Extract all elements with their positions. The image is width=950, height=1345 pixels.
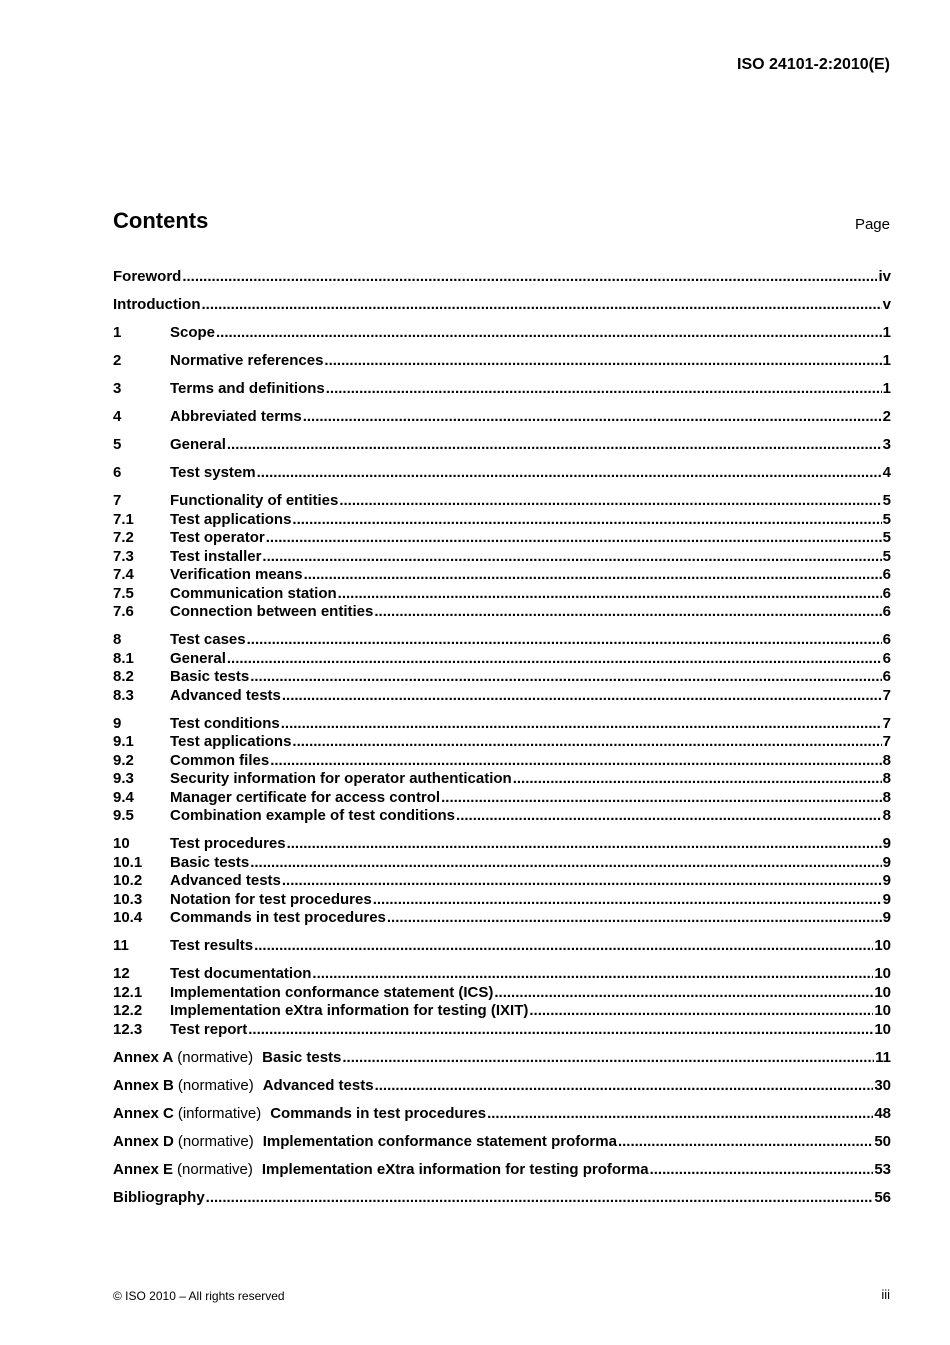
toc-entry-number: 2 [113,352,122,369]
table-of-contents [113,268,891,1207]
footer-copyright: © ISO 2010 – All rights reserved [113,1289,285,1303]
dot-leader [292,511,881,530]
toc-entry-number: 9.1 [113,733,134,750]
toc-entry-page: 1 [882,380,891,397]
toc-entry-title: Test system [170,464,256,481]
toc-entry-number: 12 [113,965,130,982]
toc-entry[interactable] [113,937,891,956]
toc-entry-number: 6 [113,464,122,481]
toc-entry[interactable] [113,529,891,548]
toc-entry[interactable] [113,854,891,873]
toc-entry-title: Functionality of entities [170,492,339,509]
toc-entry-page: 6 [882,668,891,685]
toc-entry-page: 8 [882,807,891,824]
dot-leader [250,668,881,687]
toc-entry[interactable] [113,631,891,650]
dot-leader [618,1133,873,1152]
toc-entry-title: Common files [170,751,270,769]
annex-kind: (normative) [177,1160,253,1178]
toc-annex-entry[interactable] [113,1105,891,1124]
toc-annex-entry[interactable] [113,1049,891,1068]
toc-bibliography-entry[interactable] [113,1189,891,1208]
toc-entry-title: Notation for test procedures [170,890,372,908]
toc-entry-page: 6 [882,649,891,667]
toc-entry-number: 7.6 [113,603,134,620]
toc-entry-page: 8 [882,770,891,787]
annex-kind: (normative) [177,1048,254,1066]
toc-entry[interactable] [113,1002,891,1021]
bibliography-title: Bibliography [113,1188,205,1206]
toc-entry-page: iv [878,268,891,285]
page-column-label: Page [854,216,890,233]
toc-entry-title: Communication station [170,584,337,602]
toc-entry-number: 5 [113,436,122,453]
toc-entry-title: Commands in test procedures [170,909,386,926]
toc-entry-number: 12.1 [113,983,143,1001]
toc-entry[interactable] [113,733,891,752]
toc-entry-page: 8 [882,751,891,769]
dot-leader [282,872,882,891]
dot-leader [324,352,881,371]
toc-entry[interactable] [113,872,891,891]
toc-entry-title: Test procedures [170,835,286,852]
toc-entry-page: 9 [882,853,891,871]
annex-title: Basic tests [262,1048,342,1066]
dot-leader [441,789,882,808]
toc-entry[interactable] [113,835,891,854]
toc-entry-page: 10 [874,965,891,982]
toc-entry-page: 5 [882,510,891,528]
dot-leader [270,752,881,771]
toc-entry-number: 12.2 [113,1002,143,1019]
toc-entry-page: 8 [882,788,891,806]
dot-leader [487,1105,873,1124]
toc-entry-number: 7.2 [113,529,134,546]
dot-leader [456,807,882,826]
toc-entry-number: 1 [113,324,122,341]
toc-entry[interactable] [113,909,891,928]
toc-annex-entry[interactable] [113,1161,891,1180]
toc-entry-number: 8.3 [113,686,134,704]
toc-entry[interactable] [113,668,891,687]
toc-entry-page: 6 [882,566,891,583]
toc-entry-number: 7.4 [113,566,134,583]
annex-title: Commands in test procedures [270,1104,487,1122]
toc-entry[interactable] [113,380,891,399]
toc-entry[interactable] [113,408,891,427]
toc-entry-page: 6 [882,631,891,648]
dot-leader [257,464,882,483]
annex-kind: (normative) [177,1076,254,1094]
toc-entry[interactable] [113,296,891,315]
dot-leader [326,380,882,399]
toc-entry-number: 3 [113,380,122,397]
toc-entry-number: 4 [113,408,122,425]
toc-entry-page: 1 [882,352,891,369]
toc-entry-title: Implementation eXtra information for testing (IXIT) [170,1002,529,1019]
dot-leader [387,909,882,928]
toc-entry-number: 7.1 [113,510,134,528]
toc-entry-page: 7 [882,686,891,704]
toc-entry-page: 9 [882,890,891,908]
toc-entry-page: 4 [882,464,891,481]
toc-entry[interactable] [113,324,891,343]
toc-entry-number: 12.3 [113,1020,143,1038]
annex-label: Annex E [113,1160,174,1178]
contents-title: Contents [113,208,209,233]
toc-entry-number: 9.2 [113,751,134,769]
dot-leader [529,1002,873,1021]
dot-leader [254,937,873,956]
toc-entry-page: 9 [882,872,891,889]
toc-entry-number: 10.2 [113,872,143,889]
annex-title: Advanced tests [262,1076,374,1094]
toc-entry-page: 9 [882,835,891,852]
dot-leader [650,1161,874,1180]
toc-entry[interactable] [113,752,891,771]
toc-entry-page: 5 [882,492,891,509]
dot-leader [338,585,882,604]
toc-entry-page: 10 [874,983,891,1001]
toc-entry-title: Test documentation [170,965,312,982]
annex-label: Annex D [113,1132,174,1150]
toc-entry-title: Test results [170,937,254,954]
toc-entry-title: Advanced tests [170,686,281,704]
toc-entry-title: Advanced tests [170,872,281,889]
toc-entry-title: Basic tests [170,668,250,685]
toc-annex-entry[interactable] [113,1133,891,1152]
toc-entry[interactable] [113,891,891,910]
toc-entry-page: 6 [882,603,891,620]
dot-leader [513,770,882,789]
toc-entry-page: 10 [874,1020,891,1038]
toc-entry-number: 11 [113,937,129,954]
toc-entry-title: Scope [170,324,216,341]
toc-entry-number: 10.3 [113,890,143,908]
toc-entry[interactable] [113,511,891,530]
dot-leader [250,854,881,873]
toc-entry-title: Test applications [170,733,292,750]
toc-entry-title: Manager certificate for access control [170,788,441,806]
toc-entry-number: 7.5 [113,584,134,602]
toc-entry-number: 8.2 [113,668,134,685]
dot-leader [216,324,882,343]
dot-leader [304,566,882,585]
dot-leader [303,408,882,427]
toc-entry-page: 1 [882,324,891,341]
annex-kind: (normative) [177,1132,254,1150]
annex-label: Annex C [113,1104,174,1122]
toc-annex-entry[interactable] [113,1077,891,1096]
toc-entry-number: 9.5 [113,807,134,824]
toc-entry-number: 7.3 [113,547,134,565]
toc-entry-page: 9 [882,909,891,926]
dot-leader [266,529,882,548]
toc-entry-title: Foreword [113,268,182,285]
toc-entry[interactable] [113,548,891,567]
toc-entry-number: 9.3 [113,770,134,787]
toc-entry-title: General [170,436,226,453]
toc-entry[interactable] [113,464,891,483]
toc-entry-number: 8 [113,631,122,648]
toc-entry[interactable] [113,984,891,1003]
dot-leader [287,835,882,854]
toc-entry[interactable] [113,436,891,455]
toc-entry[interactable] [113,585,891,604]
toc-entry[interactable] [113,807,891,826]
dot-leader [374,603,881,622]
toc-entry[interactable] [113,1021,891,1040]
dot-leader [282,687,882,706]
toc-entry[interactable] [113,789,891,808]
dot-leader [201,296,881,315]
annex-title: Implementation conformance statement proforma [262,1132,617,1150]
toc-entry-page: 5 [882,547,891,565]
dot-leader [375,1077,874,1096]
annex-page: 11 [875,1048,891,1066]
dot-leader [262,548,881,567]
toc-entry-number: 10.1 [113,853,143,871]
toc-entry-title: Test cases [170,631,246,648]
toc-entry-number: 7 [113,492,122,509]
toc-entry-page: 7 [882,733,891,750]
toc-entry-page: 10 [874,937,891,954]
toc-entry[interactable] [113,770,891,789]
toc-entry-page: 5 [882,529,891,546]
toc-entry-number: 10.4 [113,909,143,926]
dot-leader [248,1021,873,1040]
toc-entry-title: Test installer [170,547,262,565]
dot-leader [281,715,882,734]
annex-label: Annex A [113,1048,174,1066]
dot-leader [227,436,882,455]
toc-entry-page: 6 [882,584,891,602]
toc-entry-title: Normative references [170,352,324,369]
dot-leader [247,631,882,650]
dot-leader [292,733,881,752]
toc-entry[interactable] [113,352,891,371]
toc-entry[interactable] [113,687,891,706]
dot-leader [312,965,873,984]
toc-entry[interactable] [113,603,891,622]
toc-entry-title: Combination example of test conditions [170,807,456,824]
toc-entry[interactable] [113,965,891,984]
toc-entry-page: 10 [874,1002,891,1019]
toc-entry-title: Test operator [170,529,265,546]
toc-entry-page: 7 [882,714,891,732]
toc-entry[interactable] [113,650,891,669]
document-id: ISO 24101-2:2010(E) [737,56,890,73]
annex-title: Implementation eXtra information for testing proforma [261,1160,649,1178]
toc-entry-title: Security information for operator authentication [170,770,512,787]
footer-page-number: iii [881,1287,890,1302]
toc-entry-title: Verification means [170,566,303,583]
toc-entry-title: Test applications [170,510,292,528]
toc-entry-title: General [170,649,226,667]
toc-entry-number: 10 [113,835,130,852]
toc-entry-title: Test report [170,1020,248,1038]
toc-entry-title: Basic tests [170,853,250,871]
toc-entry-title: Introduction [113,296,201,313]
toc-entry-title: Connection between entities [170,603,374,620]
toc-entry-title: Terms and definitions [170,380,325,397]
annex-label: Annex B [113,1076,174,1094]
bibliography-page: 56 [874,1188,891,1206]
annex-page: 48 [874,1104,891,1122]
toc-entry-number: 9.4 [113,788,134,806]
toc-entry-page: 2 [882,408,891,425]
dot-leader [206,1189,874,1208]
annex-kind: (informative) [177,1104,262,1122]
toc-entry-page: v [882,296,891,313]
dot-leader [182,268,877,287]
toc-entry-title: Abbreviated terms [170,408,302,425]
dot-leader [342,1049,874,1068]
dot-leader [373,891,882,910]
toc-entry[interactable] [113,566,891,585]
annex-page: 30 [874,1076,891,1094]
toc-entry-title: Implementation conformance statement (ICS) [170,983,494,1001]
dot-leader [494,984,873,1003]
toc-entry[interactable] [113,268,891,287]
toc-entry-number: 9 [113,714,122,732]
toc-entry[interactable] [113,492,891,511]
annex-page: 53 [874,1160,891,1178]
toc-entry-number: 8.1 [113,649,134,667]
toc-entry-page: 3 [882,436,891,453]
dot-leader [227,650,882,669]
annex-page: 50 [874,1132,891,1150]
dot-leader [339,492,881,511]
toc-entry[interactable] [113,715,891,734]
toc-entry-title: Test conditions [170,714,280,732]
